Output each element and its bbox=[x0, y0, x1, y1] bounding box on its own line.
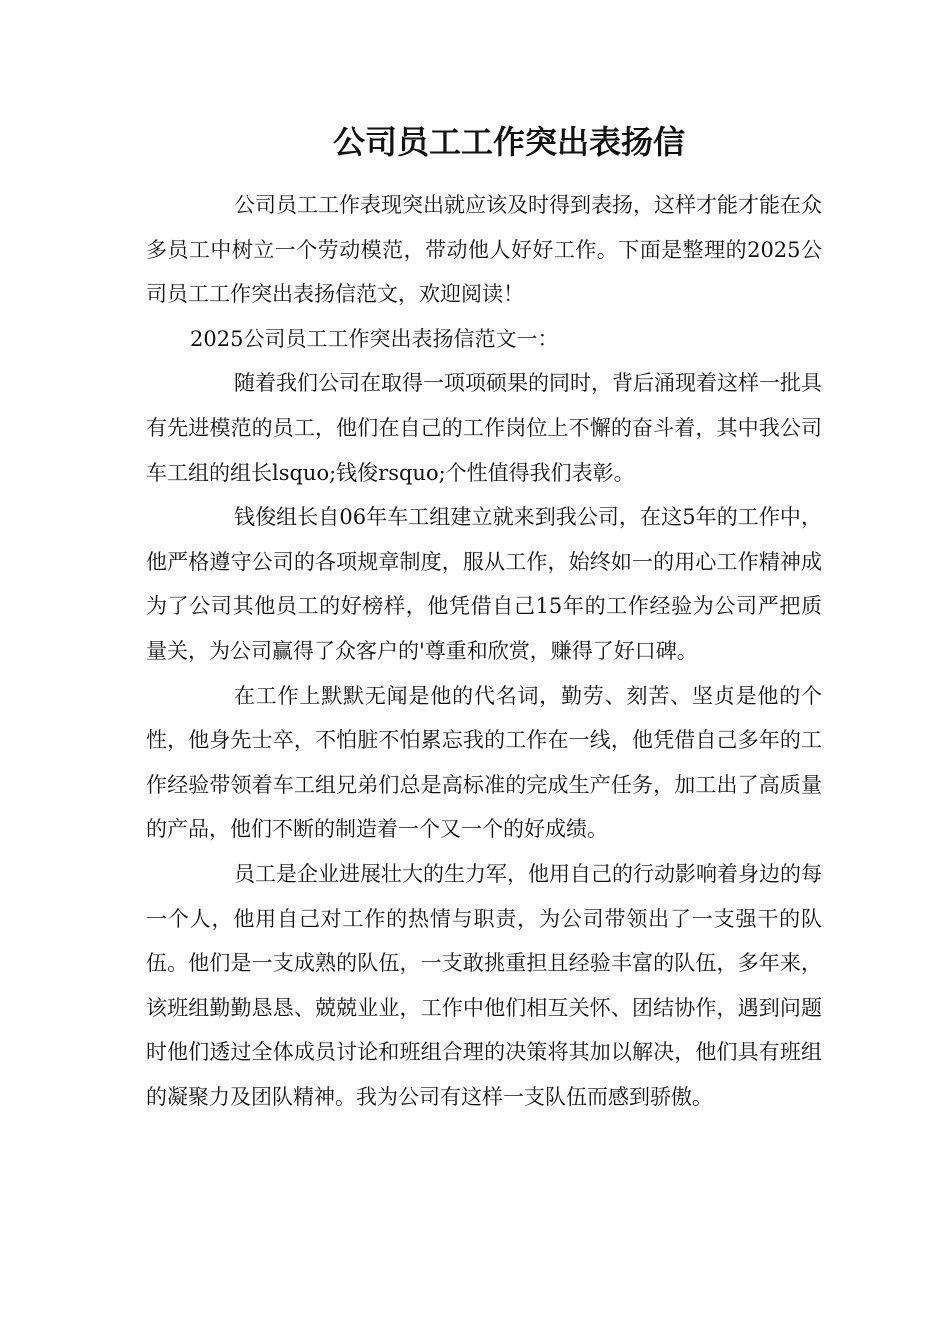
body-paragraph: 员工是企业进展壮大的生力军，他用自己的行动影响着身边的每一个人，他用自己对工作的热情与职责，为公司带领出了一支强干的队伍。他们是一支成熟的队伍，一支敢挑重担且经验丰富的队伍，多年来，该班组勤勤恳恳、兢兢业业，工作中他们相互关怀、团结协作，遇到问题时他们透过全体成员讨论和班组合理的决策将其加以解决，他们具有班组的凝聚力及团队精神。我为公司有这样一支队伍而感到骄傲。 bbox=[146, 861, 822, 1109]
document-title: 公司员工工作突出表扬信 bbox=[332, 123, 685, 161]
body-paragraph: 在工作上默默无闻是他的代名词，勤劳、刻苦、坚贞是他的个性，他身先士卒，不怕脏不怕累忘我的工作在一线，他凭借自己多年的工作经验带领着车工组兄弟们总是高标准的完成生产任务，加工出了高质量的产品，他们不断的制造着一个又一个的好成绩。 bbox=[146, 683, 822, 842]
section-heading: 2025公司员工工作突出表扬信范文一： bbox=[190, 326, 559, 351]
body-paragraph: 钱俊组长自06年车工组建立就来到我公司，在这5年的工作中，他严格遵守公司的各项规章制度，服从工作，始终如一的用心工作精神成为了公司其他员工的好榜样，他凭借自己15年的工作经验为公司严把质量关，为公司赢得了众客户的'尊重和欣赏，赚得了好口碑。 bbox=[146, 505, 822, 663]
body-paragraph: 随着我们公司在取得一项项硕果的同时，背后涌现着这样一批具有先进模范的员工，他们在自己的工作岗位上不懈的奋斗着，其中我公司车工组的组长lsquo;钱俊rsquo;个性值得我们表彰。 bbox=[146, 371, 822, 485]
document-body bbox=[146, 183, 822, 1119]
intro-paragraph: 公司员工工作表现突出就应该及时得到表扬，这样才能才能在众多员工中树立一个劳动模范，带动他人好好工作。下面是整理的2025公司员工工作突出表扬信范文，欢迎阅读！ bbox=[146, 193, 822, 307]
